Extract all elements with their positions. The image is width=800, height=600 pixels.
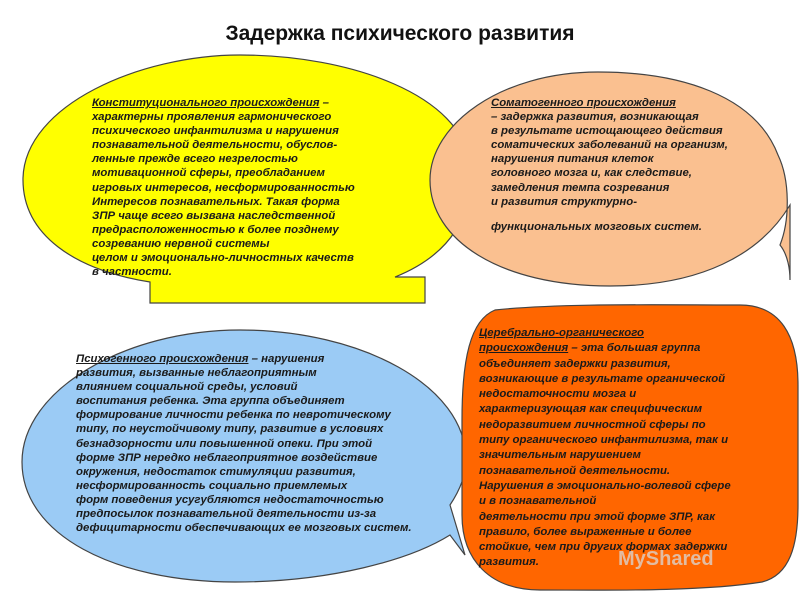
diagram-title: Задержка психического развития xyxy=(225,22,575,45)
text-cerebral: Церебрально-органического происхождения – эта большая группа объединяет задержки развития, возникающие в результате органической недостаточности мозга и характеризующая как специфическим недоразвитием личностной сферы по типу органического инфантилизма, так и значительным нарушением познавательной деятельности. Нарушения в эмоционально-волевой сфере и в познавательной деятельности при этой форме ЗПР, как правило, более выраженные и более стойкие, чем при других формах задержки развития. xyxy=(479,327,731,569)
heading-psychogenic: Психогенного происхождения xyxy=(76,353,249,365)
watermark: MyShared xyxy=(618,548,714,570)
heading-cerebral-1: Церебрально-органического xyxy=(479,327,644,339)
text-constitutional: Конституционального происхождения – характерны проявления гармонического психического инфантилизма и нарушения познавательной деятельности, обуслов- ленные прежде всего незрелостью мотивационной сферы, преобладанием игровых интересов, несформированностью Интересов познавательных. Такая форма ЗПР чаще всего вызвана наследственной предрасположенностью к более позднему созреванию нервной системы целом и эмоционально-личностных качеств в частности. xyxy=(92,97,355,279)
heading-cerebral-2: происхождения xyxy=(479,342,569,355)
text-somatogenic: Соматогенного происхождения – задержка развития, возникающая в результате истощающего действия соматических заболеваний на организм, нарушения питания клеток головного мозга и, как следствие, замедления темпа созревания и развития структурно- функциональных мозговых систем. xyxy=(491,97,728,233)
text-psychogenic: Психогенного происхождения – нарушения развития, вызванные неблагоприятным влиянием социальной среды, условий воспитания ребенка. Эта группа объединяет формирование личности ребенка по невротическому типу, по неустойчивому типу, развитие в условиях безнадзорности или повышенной опеки. При этой форме ЗПР нередко неблагоприятное воздействие окружения, недостаток стимуляции развития, несформированность социально приемлемых форм поведения усугубляются недостаточностью предпосылок познавательной деятельности из-за дефицитарности обеспечивающих ее мозговых систем. xyxy=(76,353,412,535)
heading-constitutional: Конституционального происхождения xyxy=(92,97,320,109)
heading-somatogenic: Соматогенного происхождения xyxy=(491,97,676,109)
